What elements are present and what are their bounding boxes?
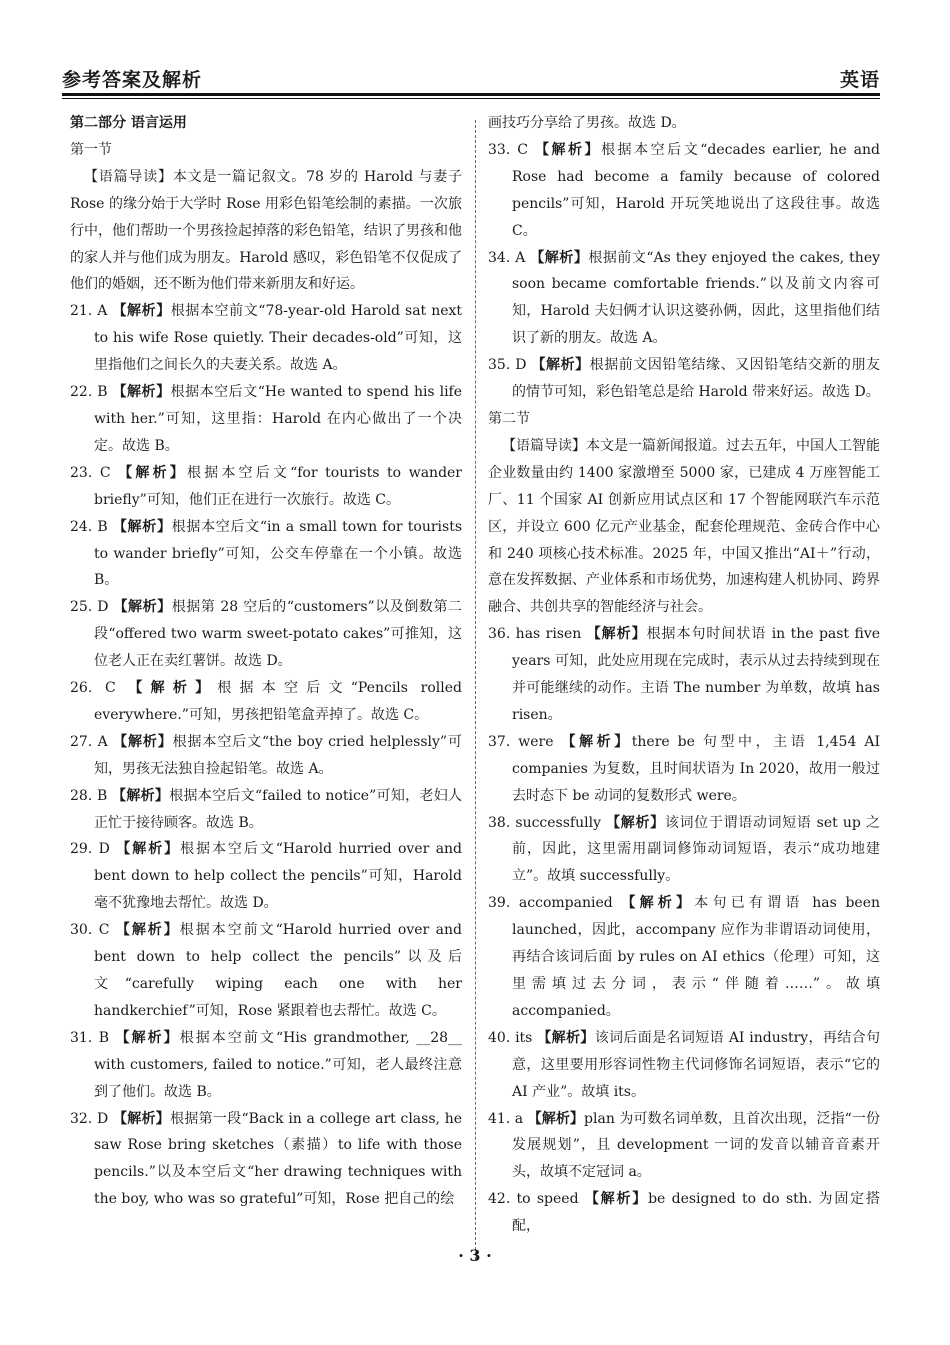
section-heading: 第二部分 语言运用 bbox=[70, 115, 187, 131]
analysis-text: 根据本空前文“Harold hurried over and bent down to help collect the pencils”以及后文“carefully wiping each one with her handkerchief”可知，Rose 紧跟着也去帮忙。故选 C。 bbox=[94, 922, 462, 1019]
analysis-tag: 【解析】 bbox=[537, 1029, 595, 1046]
answer-number: 28. B bbox=[70, 787, 113, 804]
analysis-tag: 【解析】 bbox=[530, 249, 589, 266]
analysis-tag: 【解析】 bbox=[115, 1029, 180, 1046]
answer-number: 38. successfully bbox=[488, 814, 607, 831]
column-divider bbox=[475, 120, 476, 1260]
answer-item bbox=[70, 594, 462, 675]
section-text: 第二节 bbox=[488, 410, 530, 427]
analysis-tag: 【解析】 bbox=[531, 357, 590, 374]
answer-item bbox=[488, 1186, 880, 1240]
analysis-tag: 【解析】 bbox=[586, 626, 647, 643]
analysis-text: 根据第 28 空后的“customers”以及倒数第二段“offered two warm sweet-potato cakes”可推知，这位老人正在卖红薯饼。故选 D。 bbox=[94, 599, 463, 670]
answer-item bbox=[488, 352, 880, 406]
answer-item bbox=[488, 621, 880, 729]
answer-number: 26. C bbox=[70, 680, 129, 697]
analysis-tag: 【解析】 bbox=[112, 1110, 171, 1127]
answer-number: 40. its bbox=[488, 1029, 538, 1046]
analysis-text: 根据本空后文“failed to notice”可知，老妇人正忙于接待顾客。故选 B。 bbox=[94, 787, 462, 831]
answer-number: 35. D bbox=[488, 357, 532, 374]
analysis-text: 本句已有谓语 has been launched，因此，accompany 应作为非谓语动词使用，再结合该词后面 by rules on AI ethics（伦理）可知，这里需填过去分词，表示“伴随着……”。故填 accompanied。 bbox=[512, 895, 881, 1019]
answer-item bbox=[488, 245, 880, 353]
analysis-text: 根据本空前文“His grandmother, __28__ with customers, failed to notice.”可知，老人最终注意到了他们。故选 B。 bbox=[94, 1029, 463, 1100]
answer-number: 39. accompanied bbox=[488, 895, 622, 912]
answer-item bbox=[488, 1106, 880, 1187]
analysis-text: 根据前文“As they enjoyed the cakes, they soon became comfortable friends.”以及前文内容可知，Harold 夫妇俩才认识这婆孙俩，因此，这里指他们结识了新的朋友。故选 A。 bbox=[512, 249, 881, 347]
analysis-text: 该词位于谓语动词短语 set up 之前，因此，这里需用副词修饰动词短语，表示“成功地建立”。故填 successfully。 bbox=[512, 814, 881, 885]
answer-item bbox=[70, 379, 462, 460]
analysis-text: 根据本空前文“78-year-old Harold sat next to his wife Rose quietly. Their decades-old”可知，这里指他们之间长久的夫妻关系。故选 A。 bbox=[94, 303, 463, 374]
analysis-tag: 【解析】 bbox=[116, 841, 181, 858]
analysis-text: 根据第一段“Back in a college art class, he saw Rose bring sketches（素描）to life with those pencils.”以及本空后文“her drawing techniques with the boy, who was so grateful”可知，Rose 把自己的绘 bbox=[94, 1110, 463, 1208]
section-text: 第一节 bbox=[70, 141, 112, 158]
analysis-text: 根据本空后文“decades earlier, he and Rose had become a family because of colored pencils”可知，Harold 开玩笑地说出了这段往事。故选 C。 bbox=[512, 141, 880, 239]
answer-number: 31. B bbox=[70, 1029, 116, 1046]
answer-number: 24. B bbox=[70, 518, 113, 535]
header-subject: 英语 bbox=[839, 69, 880, 91]
section-text: 画技巧分享给了男孩。故选 D。 bbox=[488, 115, 686, 131]
answer-number: 41. a bbox=[488, 1110, 528, 1127]
analysis-text: 根据本空后文“Pencils rolled everywhere.”可知，男孩把铅笔盒弄掉了。故选 C。 bbox=[94, 680, 462, 723]
right-column bbox=[488, 110, 880, 1240]
answer-item bbox=[488, 137, 880, 245]
header-rule bbox=[62, 93, 880, 99]
analysis-tag: 【解析】 bbox=[534, 141, 602, 158]
analysis-tag: 【解析】 bbox=[527, 1110, 585, 1127]
analysis-text: 根据前文因铅笔结缘、又因铅笔结交新的朋友的情节可知，彩色铅笔总是给 Harold 带来好运。故选 D。 bbox=[512, 357, 881, 401]
analysis-text: 根据本句时间状语 in the past five years 可知，此处应用现在完成时，表示从过去持续到现在并可能继续的动作。主语 The number 为单数，故填 has risen。 bbox=[512, 626, 881, 723]
answer-item bbox=[70, 836, 462, 917]
answer-item bbox=[70, 729, 462, 783]
answer-number: 27. A bbox=[70, 733, 114, 750]
answer-item bbox=[70, 1025, 462, 1106]
analysis-tag: 【解析】 bbox=[561, 733, 632, 750]
analysis-tag: 【解析】 bbox=[118, 464, 187, 481]
analysis-text: 根据本空后文“Harold hurried over and bent down to help collect the pencils”可知，Harold 毫不犹豫地去帮忙。故选 D。 bbox=[94, 841, 463, 912]
analysis-tag: 【解析】 bbox=[621, 895, 695, 912]
page-header bbox=[62, 58, 880, 92]
answer-item bbox=[70, 298, 462, 379]
answer-number: 32. D bbox=[70, 1110, 113, 1127]
analysis-text: 根据本空后文“He wanted to spend his life with her.”可知，这里指：Harold 在内心做出了一个决定。故选 B。 bbox=[94, 384, 463, 454]
header-title: 参考答案及解析 bbox=[62, 69, 203, 91]
answer-number: 34. A bbox=[488, 249, 531, 266]
answer-item bbox=[488, 729, 880, 810]
analysis-text: 根据本空后文“in a small town for tourists to wander briefly”可知，公交车停靠在一个小镇。故选 B。 bbox=[94, 518, 463, 589]
answer-item bbox=[70, 675, 462, 729]
answer-number: 42. to speed bbox=[488, 1191, 585, 1208]
answer-item bbox=[70, 917, 462, 1025]
analysis-text: 该词后面是名词短语 AI industry，再结合句意，这里要用形容词性物主代词修饰名词短语，表示“它的 AI 产业”。故填 its。 bbox=[512, 1029, 881, 1100]
answer-number: 23. C bbox=[70, 464, 119, 481]
analysis-tag: 【解析】 bbox=[115, 922, 180, 939]
answer-item bbox=[488, 1025, 880, 1106]
analysis-tag: 【解析】 bbox=[113, 599, 172, 616]
answer-item bbox=[488, 890, 880, 1025]
page-number: · 3 · bbox=[458, 1246, 492, 1265]
analysis-tag: 【解析】 bbox=[113, 733, 173, 750]
analysis-text: be designed to do sth. 为固定搭配， bbox=[512, 1191, 880, 1235]
analysis-text: 根据本空后文“the boy cried helplessly”可知，男孩无法独自捡起铅笔。故选 A。 bbox=[94, 733, 462, 777]
answer-item bbox=[70, 1106, 462, 1214]
analysis-tag: 【解析】 bbox=[606, 814, 665, 831]
answer-item bbox=[70, 783, 462, 837]
analysis-tag: 【解析】 bbox=[112, 303, 171, 320]
analysis-text: 根据本空后文“for tourists to wander briefly”可知，他们正在进行一次旅行。故选 C。 bbox=[94, 464, 463, 508]
answer-number: 22. B bbox=[70, 384, 113, 401]
passage-guide: 【语篇导读】本文是一篇新闻报道。过去五年，中国人工智能企业数量由约 1400 家激增至 5000 家，已建成 4 万座智能工厂、11 个国家 AI 创新应用试点区和 17 个智能网联汽车示范区，并设立 600 亿元产业基金，配套伦理规范、金砖合作中心和 240 项核心技术标准。2025 年，中国又推出“AI＋”行动，意在发挥数据、产业体系和市场优势，加速构建人机协同、跨界融合、共创共享的智能经济与社会。 bbox=[488, 437, 880, 616]
answer-number: 36. has risen bbox=[488, 626, 587, 643]
answer-number: 30. C bbox=[70, 922, 116, 939]
answer-number: 33. C bbox=[488, 141, 535, 158]
passage-guide: 【语篇导读】本文是一篇记叙文。78 岁的 Harold 与妻子 Rose 的缘分始于大学时 Rose 用彩色铅笔绘制的素描。一次旅行中，他们帮助一个男孩捡起掉落的彩色铅笔，结识了男孩和他的家人并与他们成为朋友。Harold 感叹，彩色铅笔不仅促成了他们的婚姻，还不断为他们带来新朋友和好运。 bbox=[70, 168, 462, 293]
answer-number: 29. D bbox=[70, 841, 117, 858]
answer-item bbox=[70, 460, 462, 514]
answer-number: 21. A bbox=[70, 303, 113, 320]
answer-item bbox=[488, 810, 880, 891]
analysis-tag: 【解析】 bbox=[112, 384, 171, 401]
analysis-tag: 【解析】 bbox=[128, 680, 218, 697]
analysis-tag: 【解析】 bbox=[584, 1191, 649, 1208]
analysis-tag: 【解析】 bbox=[112, 787, 170, 804]
answer-item bbox=[70, 514, 462, 595]
analysis-text: there be 句型中，主语 1,454 AI companies 为复数，且时间状语为 In 2020，故用一般过去时态下 be 动词的复数形式 were。 bbox=[512, 733, 880, 804]
analysis-tag: 【解析】 bbox=[112, 518, 172, 535]
analysis-text: plan 为可数名词单数，且首次出现，泛指“一份发展规划”，且 development 一词的发音以辅音音素开头，故填不定冠词 a。 bbox=[512, 1110, 881, 1181]
left-column bbox=[70, 110, 462, 1213]
answer-number: 25. D bbox=[70, 599, 114, 616]
answer-number: 37. were bbox=[488, 733, 562, 750]
